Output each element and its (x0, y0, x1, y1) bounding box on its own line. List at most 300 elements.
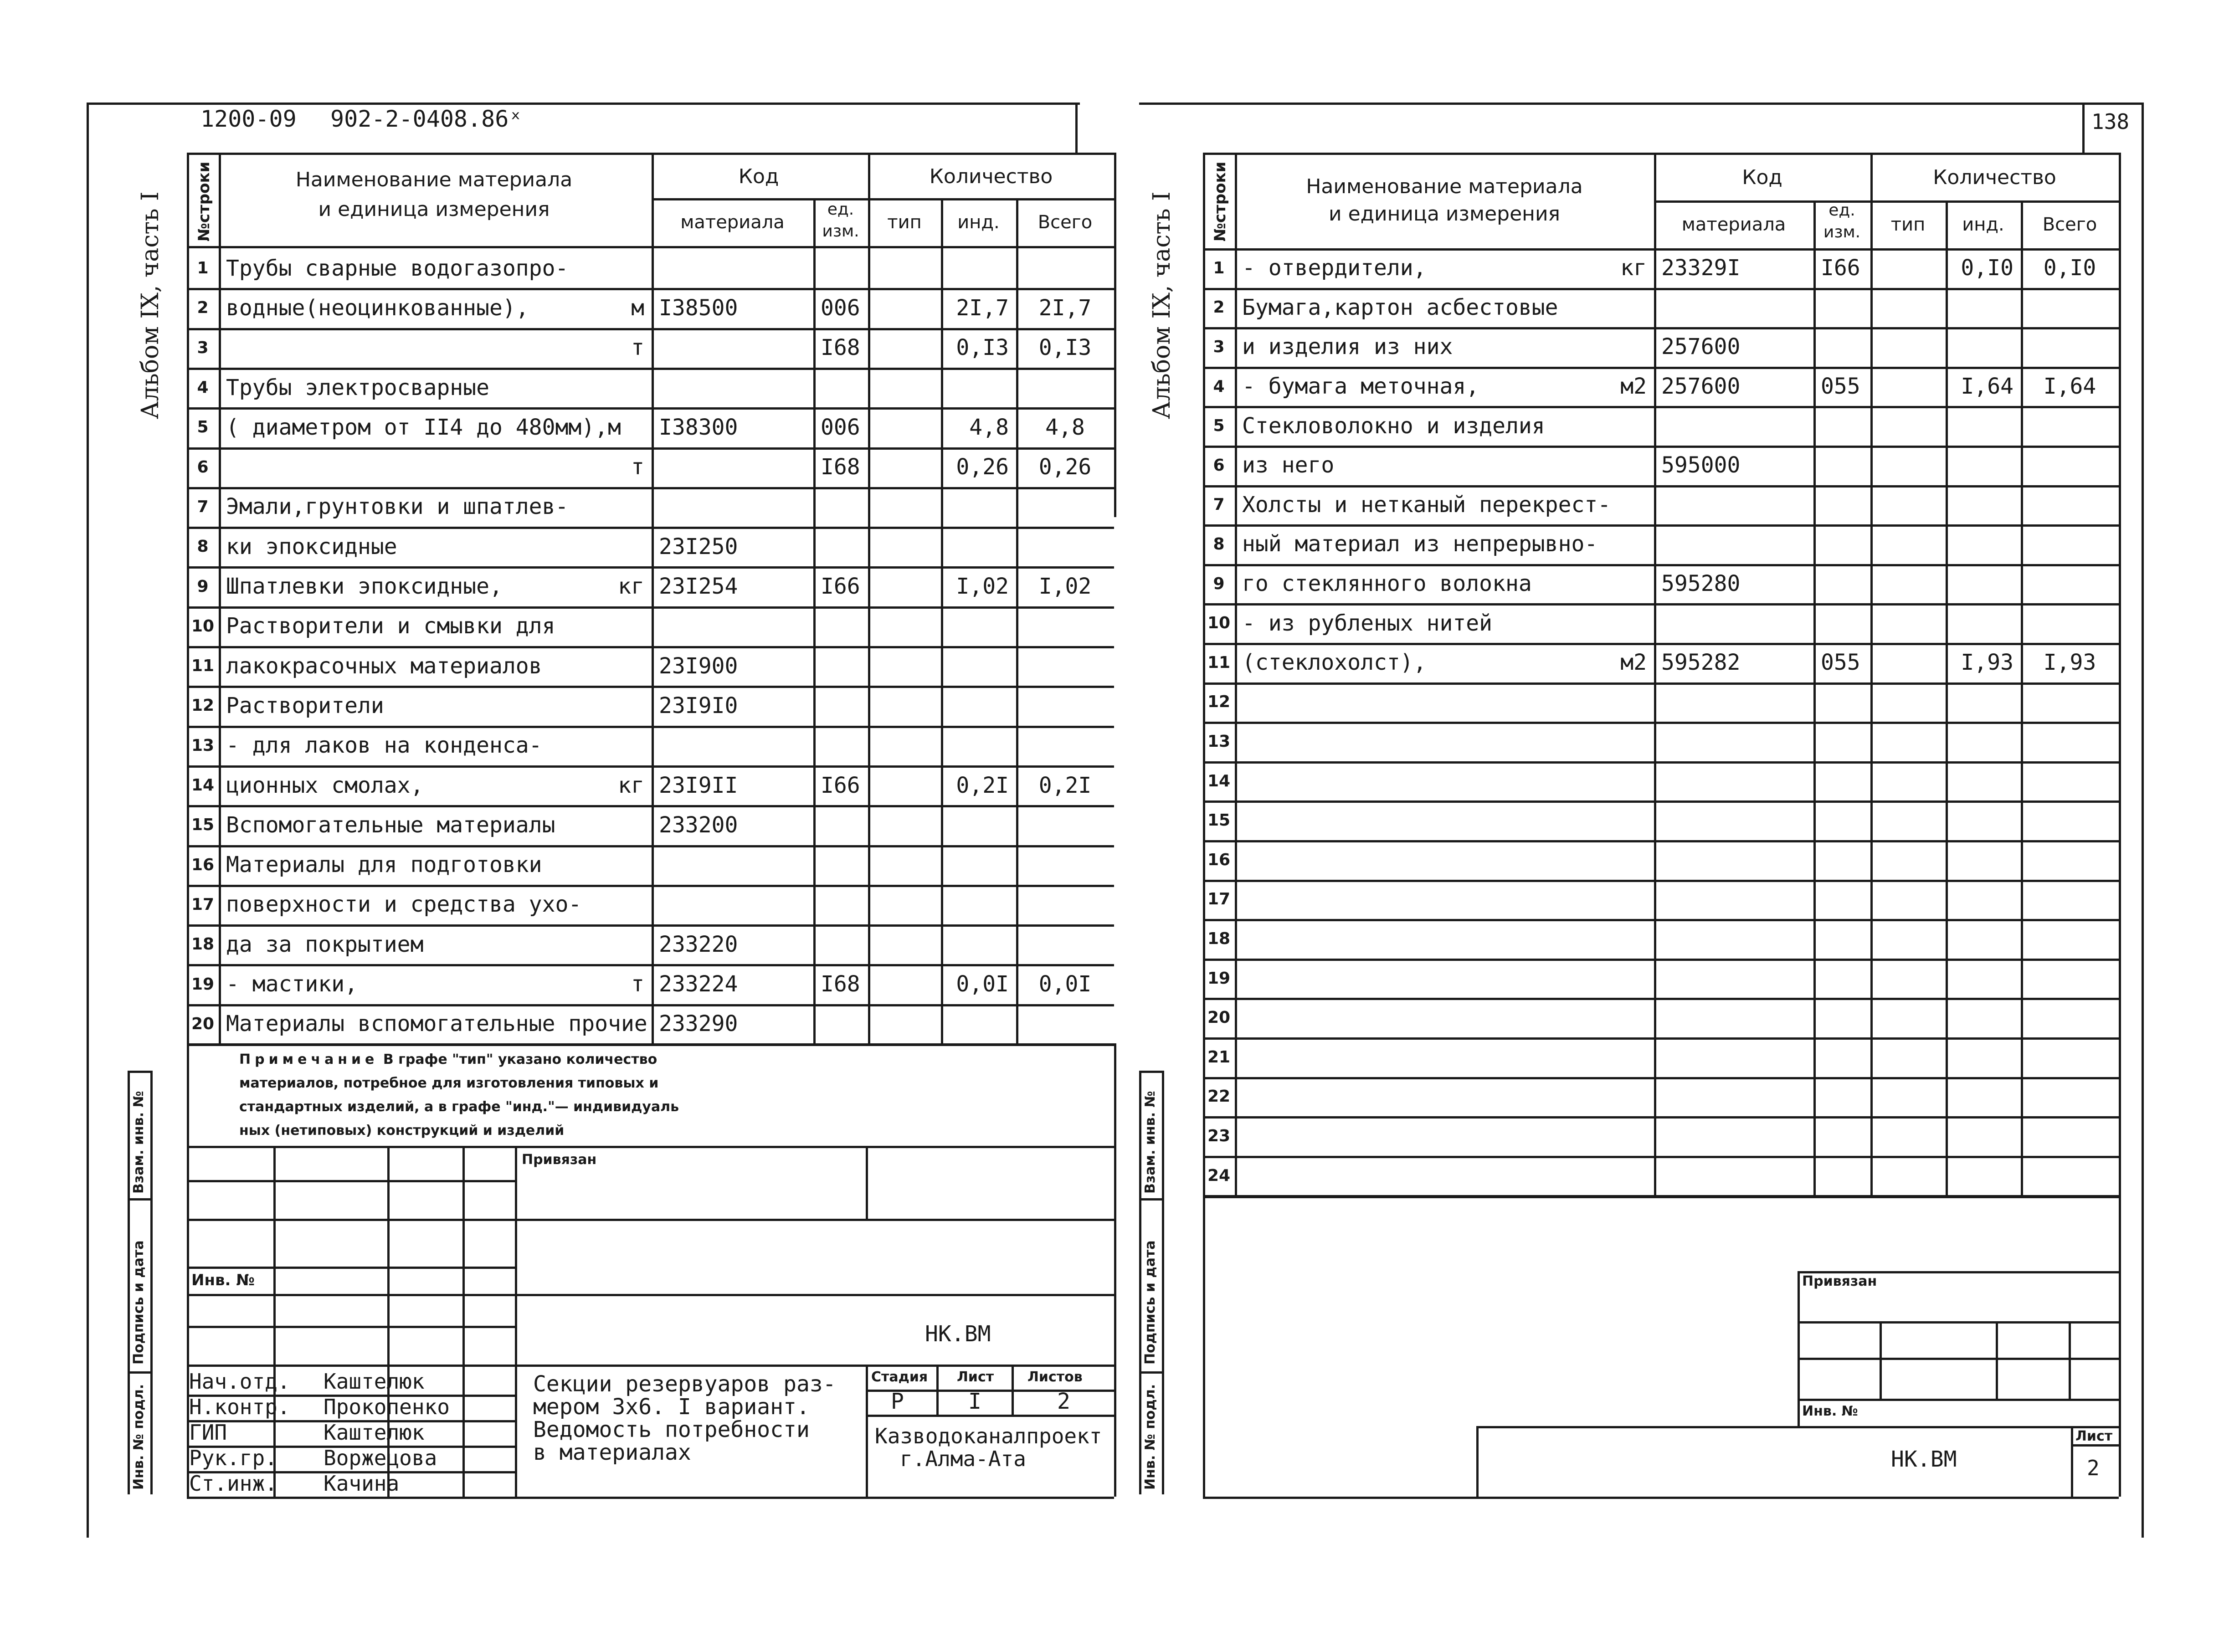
qty-type (868, 805, 941, 845)
qty-total (1016, 686, 1114, 725)
material-name: ный материал из непрерывно- (1242, 531, 1598, 557)
qty-type (1870, 406, 1946, 446)
unit-of-measure (1558, 880, 1654, 919)
material-name: Холсты и нетканый перекрест- (1242, 492, 1611, 518)
unit-code (813, 487, 868, 527)
material-name: поверхности и средства ухо- (226, 892, 582, 918)
qty-ind (941, 686, 1016, 725)
signer-role: Рук.гр. (189, 1446, 277, 1470)
material-code: I38500 (659, 295, 738, 321)
unit-code (1813, 406, 1870, 446)
qty-ind (941, 646, 1016, 686)
unit-of-measure (551, 606, 652, 646)
material-code (652, 885, 813, 924)
signer-role: ГИП (189, 1420, 227, 1445)
qty-ind: 0,2I (956, 772, 1009, 798)
material-name (1235, 959, 1558, 998)
qty-type (1870, 564, 1946, 604)
row-number: 17 (1207, 890, 1231, 909)
unit-of-measure (551, 646, 652, 686)
qty-ind (941, 805, 1016, 845)
row-number: 13 (191, 736, 215, 755)
material-code (1654, 840, 1813, 880)
row-number: 6 (1213, 456, 1225, 475)
material-name: водные(неоцинкованные), (226, 295, 529, 321)
unit-of-measure: т (631, 454, 644, 480)
col-material: материала (680, 211, 785, 233)
material-name: лакокрасочных материалов (226, 653, 542, 679)
material-code (1654, 1156, 1813, 1195)
material-name: Эмали,грунтовки и шпатлев- (226, 494, 569, 520)
qty-type (1870, 761, 1946, 801)
unit-code (813, 368, 868, 407)
material-name: да за покрытием (226, 931, 424, 957)
unit-of-measure (1558, 603, 1654, 643)
note-label: Примечание (239, 1052, 379, 1067)
qty-type (868, 328, 941, 368)
unit-code: 055 (1821, 374, 1860, 400)
material-code (1654, 880, 1813, 919)
unit-code (1813, 959, 1870, 998)
material-code (1654, 603, 1813, 643)
qty-ind: 0,0I (956, 971, 1009, 997)
unit-code (813, 686, 868, 725)
header-line (87, 103, 1080, 105)
qty-total (2021, 682, 2119, 722)
row-number: 1 (197, 259, 209, 278)
unit-code (1813, 682, 1870, 722)
unit-code (813, 1004, 868, 1044)
qty-ind (1946, 880, 2021, 919)
qty-ind (941, 487, 1016, 527)
qty-type (868, 686, 941, 725)
qty-ind (1946, 998, 2021, 1037)
material-name (1235, 1116, 1558, 1156)
material-code (1654, 761, 1813, 801)
qty-ind (1946, 959, 2021, 998)
qty-ind: 0,I3 (956, 335, 1009, 361)
unit-of-measure (551, 368, 652, 407)
material-name: ционных смолах, (226, 772, 424, 798)
material-name (219, 447, 551, 487)
unit-code (813, 845, 868, 885)
qty-total (1016, 487, 1114, 527)
row-number: 14 (1207, 771, 1231, 790)
qty-total (2021, 603, 2119, 643)
material-name: - мастики, (226, 971, 358, 997)
qty-total (1016, 248, 1114, 288)
unit-of-measure (1558, 840, 1654, 880)
qty-ind (1946, 603, 2021, 643)
material-code (652, 487, 813, 527)
material-name: (стеклохолст), (1242, 650, 1427, 676)
material-name (219, 328, 551, 368)
unit-code: I66 (821, 574, 860, 600)
unit-code (1813, 485, 1870, 525)
sheet-value: I (968, 1389, 981, 1414)
col-row-no: №строки (195, 161, 213, 241)
qty-ind: 4,8 (969, 414, 1009, 440)
col-unit-1: ед. (827, 200, 854, 219)
unit-of-measure: т (631, 335, 644, 361)
material-code: 257600 (1661, 374, 1741, 400)
row-number: 10 (1207, 614, 1231, 633)
material-code (652, 447, 813, 487)
material-name: Растворители и смывки для (226, 613, 555, 639)
qty-ind: I,64 (1961, 374, 2013, 400)
signer-name: Каштелюк (324, 1369, 425, 1394)
row-number: 7 (1213, 495, 1225, 514)
material-name (1235, 722, 1558, 761)
col-unit-2: изм. (822, 221, 859, 241)
note-line4: ных (нетиповых) конструкций и изделий (239, 1123, 565, 1139)
unit-of-measure (1558, 998, 1654, 1037)
qty-total: 0,26 (1038, 454, 1092, 480)
signer-name: Воржецова (324, 1446, 437, 1470)
unit-code: I68 (821, 454, 860, 480)
qty-ind (1946, 761, 2021, 801)
row-number: 18 (191, 935, 215, 954)
material-name: Стекловолокно и изделия (1242, 413, 1545, 439)
title-line4: в материалах (533, 1440, 691, 1465)
material-code: 595280 (1661, 571, 1741, 597)
unit-code (1813, 722, 1870, 761)
unit-code (1813, 564, 1870, 604)
signer-name: Прокопенко (324, 1395, 450, 1419)
doc-code-left: НК.ВМ (925, 1321, 991, 1347)
qty-type (868, 845, 941, 885)
signer-divider (187, 1497, 515, 1499)
qty-type (1870, 722, 1946, 761)
unit-of-measure (551, 805, 652, 845)
qty-ind (941, 726, 1016, 765)
qty-type (1870, 959, 1946, 998)
material-code (1654, 1116, 1813, 1156)
material-code (1654, 682, 1813, 722)
qty-ind (1946, 840, 2021, 880)
row-number: 20 (191, 1014, 215, 1033)
qty-ind (1946, 800, 2021, 840)
side-inv-podl-right: Инв. № подл. (1142, 1384, 1158, 1490)
col-name-line2-right: и единица измерения (1328, 202, 1561, 226)
qty-type (868, 726, 941, 765)
qty-ind (941, 845, 1016, 885)
qty-ind: I,02 (956, 574, 1009, 600)
material-name: Материалы для подготовки (226, 852, 542, 878)
material-code (1654, 524, 1813, 564)
unit-of-measure (551, 924, 652, 964)
col-quantity: Количество (929, 164, 1053, 188)
row-number: 11 (191, 657, 215, 676)
row-number: 2 (197, 298, 209, 318)
title-line3: Ведомость потребности (533, 1417, 810, 1442)
qty-ind (941, 368, 1016, 407)
col-code: Код (738, 164, 779, 188)
qty-ind (941, 527, 1016, 566)
material-name (1235, 761, 1558, 801)
qty-ind: 0,26 (956, 454, 1009, 480)
qty-type (868, 606, 941, 646)
material-code (652, 726, 813, 765)
row-number: 24 (1207, 1166, 1231, 1185)
row-number: 14 (191, 776, 215, 795)
unit-code (813, 885, 868, 924)
qty-total (2021, 761, 2119, 801)
col-ind: инд. (957, 211, 1000, 233)
material-code (1654, 722, 1813, 761)
note (239, 1048, 679, 1143)
unit-of-measure (1558, 682, 1654, 722)
material-code (652, 328, 813, 368)
material-name: го стеклянного волокна (1242, 571, 1532, 597)
qty-ind (1946, 327, 2021, 367)
row-number: 9 (197, 577, 209, 596)
unit-of-measure: м2 (1620, 374, 1647, 400)
unit-of-measure (1558, 327, 1654, 367)
unit-code (1813, 1116, 1870, 1156)
unit-of-measure: кг (618, 574, 644, 600)
material-name (1235, 998, 1558, 1037)
qty-type (868, 765, 941, 805)
row-number: 15 (191, 816, 215, 835)
album-label: Альбом IX, часть I (137, 191, 164, 419)
material-name: ( диаметром от II4 до 480мм),м (226, 414, 621, 440)
sheet-label: Лист (957, 1369, 994, 1385)
unit-code (1813, 288, 1870, 328)
material-code: 233224 (659, 971, 738, 997)
qty-type (868, 646, 941, 686)
unit-code (1813, 446, 1870, 485)
col-code-right: Код (1742, 166, 1782, 190)
col-name-line1: Наименование материала (295, 168, 573, 192)
material-name: - отвердители, (1242, 255, 1427, 281)
title-line2: мером 3х6. I вариант. (533, 1394, 810, 1420)
unit-of-measure: м2 (1620, 650, 1647, 676)
material-name (1235, 800, 1558, 840)
unit-of-measure (1558, 800, 1654, 840)
row-number: 21 (1207, 1047, 1231, 1067)
project-code: 902-2-0408.86ˣ (330, 106, 523, 132)
material-code: 257600 (1661, 334, 1741, 360)
row-number: 23 (1207, 1126, 1231, 1145)
col-quantity-right: Количество (1933, 166, 2056, 190)
unit-of-measure (1558, 1077, 1654, 1117)
side-vzam: Взам. инв. № (131, 1091, 147, 1194)
material-name: Трубы электросварные (226, 375, 489, 400)
qty-total (1016, 726, 1114, 765)
row-number: 8 (1213, 534, 1225, 554)
sheets-value: 2 (1057, 1389, 1070, 1414)
qty-ind (1946, 1037, 2021, 1077)
qty-total: 0,0I (1038, 971, 1092, 997)
unit-of-measure (1558, 761, 1654, 801)
col-row-no-right: №строки (1211, 161, 1229, 241)
material-name (1235, 919, 1558, 959)
unit-code (813, 924, 868, 964)
qty-total (2021, 1077, 2119, 1117)
qty-total (2021, 840, 2119, 880)
sheet-label-right: Лист (2075, 1428, 2113, 1444)
qty-total: 4,8 (1045, 414, 1085, 440)
unit-code (1813, 1037, 1870, 1077)
qty-total (1016, 368, 1114, 407)
material-code (1654, 485, 1813, 525)
unit-code: I66 (821, 772, 860, 798)
qty-type (1870, 288, 1946, 328)
side-vzam-right: Взам. инв. № (1142, 1091, 1158, 1194)
org-line2: г.Алма-Ата (900, 1447, 1026, 1471)
material-code: 23I9I0 (659, 693, 738, 718)
note-line3: стандартных изделий, а в графе "инд."— индивидуаль (239, 1099, 679, 1115)
row-number: 18 (1207, 929, 1231, 948)
qty-type (868, 368, 941, 407)
title-line1: Секции резервуаров раз- (533, 1371, 836, 1397)
material-code (1654, 919, 1813, 959)
material-code: 23I9II (659, 772, 738, 798)
unit-code: I66 (1821, 255, 1860, 281)
qty-type (1870, 603, 1946, 643)
material-name (1235, 880, 1558, 919)
unit-of-measure (1558, 1156, 1654, 1195)
qty-type (1870, 880, 1946, 919)
unit-of-measure (551, 885, 652, 924)
qty-ind: 2I,7 (956, 295, 1009, 321)
col-total: Всего (1038, 211, 1093, 233)
unit-of-measure (551, 527, 652, 566)
material-name: из него (1242, 452, 1335, 478)
unit-of-measure (1558, 919, 1654, 959)
material-name: - из рубленых нитей (1242, 610, 1493, 636)
material-name (1235, 1156, 1558, 1195)
row-number: 8 (197, 537, 209, 556)
qty-type (1870, 840, 1946, 880)
qty-type (868, 248, 941, 288)
unit-code (1813, 880, 1870, 919)
material-code: 595000 (1661, 452, 1741, 478)
qty-type (1870, 485, 1946, 525)
material-code (652, 845, 813, 885)
unit-code (1813, 327, 1870, 367)
unit-code (1813, 1077, 1870, 1117)
doc-number: 1200-09 (200, 106, 297, 132)
qty-type (868, 964, 941, 1004)
qty-ind (941, 924, 1016, 964)
row-number: 12 (191, 696, 215, 715)
unit-of-measure (551, 1004, 652, 1044)
unit-code: I68 (821, 335, 860, 361)
row-number: 7 (197, 497, 209, 516)
qty-type (1870, 643, 1946, 682)
row-number: 15 (1207, 811, 1231, 830)
qty-total (2021, 524, 2119, 564)
qty-type (868, 885, 941, 924)
material-name: - для лаков на конденса- (226, 733, 542, 759)
material-code (652, 606, 813, 646)
qty-total: 2I,7 (1038, 295, 1092, 321)
qty-type (1870, 1037, 1946, 1077)
unit-of-measure (1558, 524, 1654, 564)
album-label-right: Альбом IX, часть I (1148, 191, 1176, 419)
material-name: ки эпоксидные (226, 534, 397, 559)
row-number: 22 (1207, 1087, 1231, 1106)
material-code (1654, 800, 1813, 840)
qty-type (1870, 248, 1946, 288)
sheet-value-right: 2 (2087, 1456, 2100, 1480)
unit-of-measure (1558, 564, 1654, 604)
unit-of-measure (551, 248, 652, 288)
material-code (652, 248, 813, 288)
unit-of-measure: кг (618, 772, 644, 798)
qty-type (868, 288, 941, 328)
row-number: 9 (1213, 574, 1225, 593)
row-number: 5 (197, 418, 209, 437)
unit-code (813, 726, 868, 765)
qty-ind (1946, 919, 2021, 959)
qty-type (1870, 524, 1946, 564)
row-number: 13 (1207, 732, 1231, 751)
material-code (1654, 1077, 1813, 1117)
unit-of-measure (551, 686, 652, 725)
row-number: 20 (1207, 1008, 1231, 1027)
qty-type (1870, 1077, 1946, 1117)
qty-type (1870, 998, 1946, 1037)
material-name: Материалы вспомогательные прочие (226, 1011, 647, 1037)
qty-total (1016, 606, 1114, 646)
material-name: Трубы сварные водогазопро- (226, 255, 569, 281)
qty-ind (1946, 1077, 2021, 1117)
qty-total (2021, 880, 2119, 919)
row-number: 19 (1207, 969, 1231, 988)
qty-ind (941, 606, 1016, 646)
qty-type (1870, 327, 1946, 367)
col-name-line2: и единица измерения (318, 198, 550, 221)
material-code: I38300 (659, 414, 738, 440)
row-number: 2 (1213, 298, 1225, 317)
material-name: Вспомогательные материалы (226, 812, 555, 838)
unit-of-measure (1558, 1037, 1654, 1077)
unit-code (1813, 919, 1870, 959)
sheets-label: Листов (1027, 1369, 1083, 1385)
col-name-line1-right: Наименование материала (1306, 175, 1583, 199)
qty-total (2021, 959, 2119, 998)
qty-type (868, 407, 941, 447)
material-name: Шпатлевки эпоксидные, (226, 574, 503, 600)
material-name: Бумага,картон асбестовые (1242, 294, 1558, 320)
qty-type (868, 487, 941, 527)
row-number: 16 (191, 855, 215, 874)
unit-of-measure: кг (1620, 255, 1647, 281)
qty-ind: I,93 (1961, 650, 2013, 676)
side-podpis: Подпись и дата (131, 1240, 147, 1365)
qty-total: 0,2I (1038, 772, 1092, 798)
material-code (1654, 288, 1813, 328)
unit-of-measure (551, 407, 652, 447)
row-number: 4 (1213, 377, 1225, 396)
qty-type (868, 566, 941, 606)
inv-no-label-right: Инв. № (1802, 1403, 1858, 1419)
unit-code: I68 (821, 971, 860, 997)
material-code: 23329I (1661, 255, 1741, 281)
col-unit-1-right: ед. (1829, 200, 1855, 220)
row-number: 11 (1207, 653, 1231, 672)
qty-type (1870, 1116, 1946, 1156)
col-total-right: Всего (2042, 214, 2097, 235)
row-number: 16 (1207, 850, 1231, 869)
unit-code (813, 248, 868, 288)
qty-type (868, 924, 941, 964)
qty-type (1870, 682, 1946, 722)
material-code: 23I900 (659, 653, 738, 679)
